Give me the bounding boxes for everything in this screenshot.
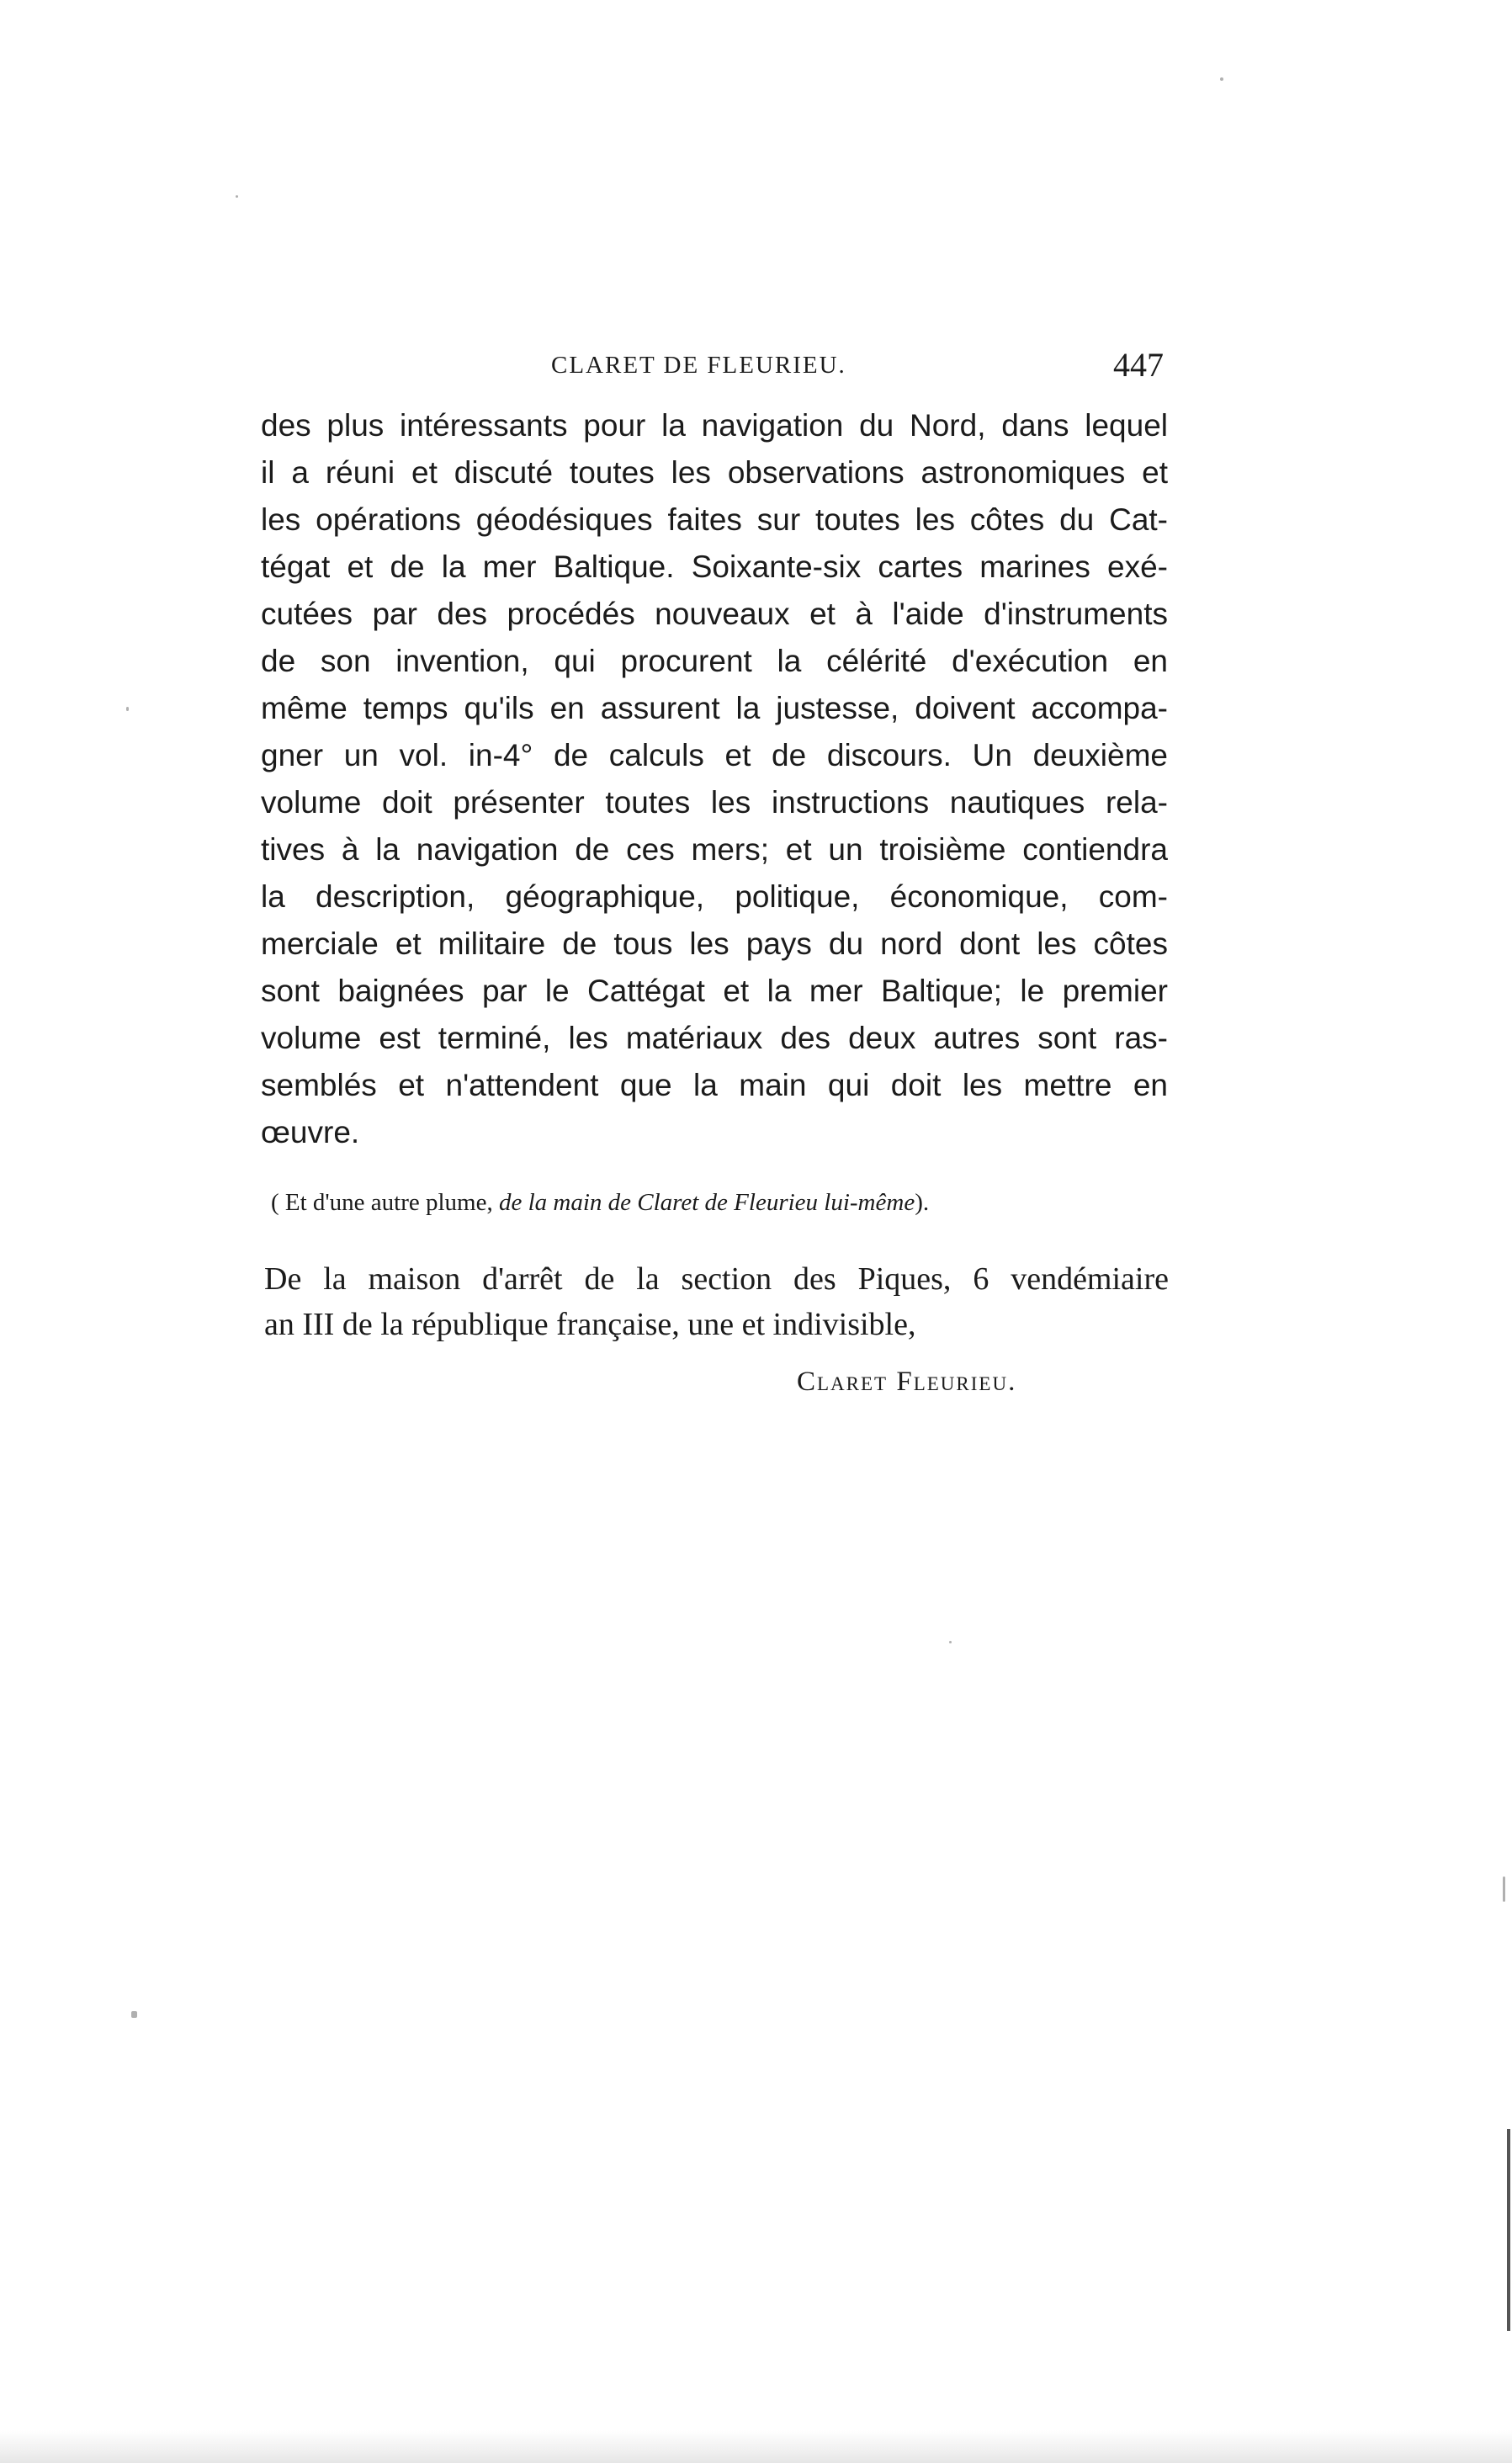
note-open: ( Et d'une autre plume, (271, 1189, 499, 1216)
scan-speck (1220, 77, 1223, 81)
running-head: CLARET DE FLEURIEU. (551, 352, 846, 379)
body-line: volume est terminé, les matériaux des deux autres sont ras- (261, 1021, 1168, 1055)
body-line: sont baignées par le Cattégat et la mer Baltique; le premier (261, 974, 1168, 1008)
body-line: semblés et n'attendent que la main qui doit les mettre en (261, 1068, 1168, 1102)
scan-speck (1503, 1876, 1505, 1902)
scan-edge-mark (1507, 2129, 1510, 2331)
body-line: il a réuni et discuté toutes les observations astronomiques et (261, 455, 1168, 490)
body-line: cutées par des procédés nouveaux et à l'aide d'instruments (261, 597, 1168, 631)
body-line: gner un vol. in-4° de calculs et de discours. Un deuxième (261, 738, 1168, 772)
note-italic: de la main de Claret de Fleurieu lui-même (498, 1189, 915, 1216)
body-line: la description, géographique, politique, économique, com- (261, 879, 1168, 914)
scan-speck (131, 2011, 137, 2018)
body-line: les opérations géodésiques faites sur toutes les côtes du Cat- (261, 502, 1168, 537)
body-line: même temps qu'ils en assurent la justesse, doivent accompa- (261, 691, 1168, 725)
dateline-line: an III de la république française, une et indivisible, (264, 1307, 916, 1342)
body-line: merciale et militaire de tous les pays du nord dont les côtes (261, 926, 1168, 961)
dateline-line: De la maison d'arrêt de la section des Piques, 6 vendémiaire (264, 1261, 1169, 1297)
body-line: de son invention, qui procurent la célérité d'exécution en (261, 644, 1168, 678)
body-line: des plus intéressants pour la navigation du Nord, dans lequel (261, 408, 1168, 443)
scan-speck (236, 195, 238, 198)
scan-bottom-edge (0, 2430, 1512, 2463)
note-close: ). (915, 1189, 930, 1216)
scan-speck (126, 707, 129, 711)
scan-speck (949, 1641, 952, 1643)
body-line: œuvre. (261, 1115, 360, 1149)
body-line: tives à la navigation de ces mers; et un troisième contiendra (261, 832, 1168, 867)
page-number: 447 (1113, 346, 1164, 384)
editorial-note (271, 1189, 929, 1217)
signature: Claret Fleurieu. (797, 1367, 1017, 1397)
body-line: tégat et de la mer Baltique. Soixante-six cartes marines exé- (261, 549, 1168, 584)
body-line: volume doit présenter toutes les instructions nautiques rela- (261, 785, 1168, 820)
